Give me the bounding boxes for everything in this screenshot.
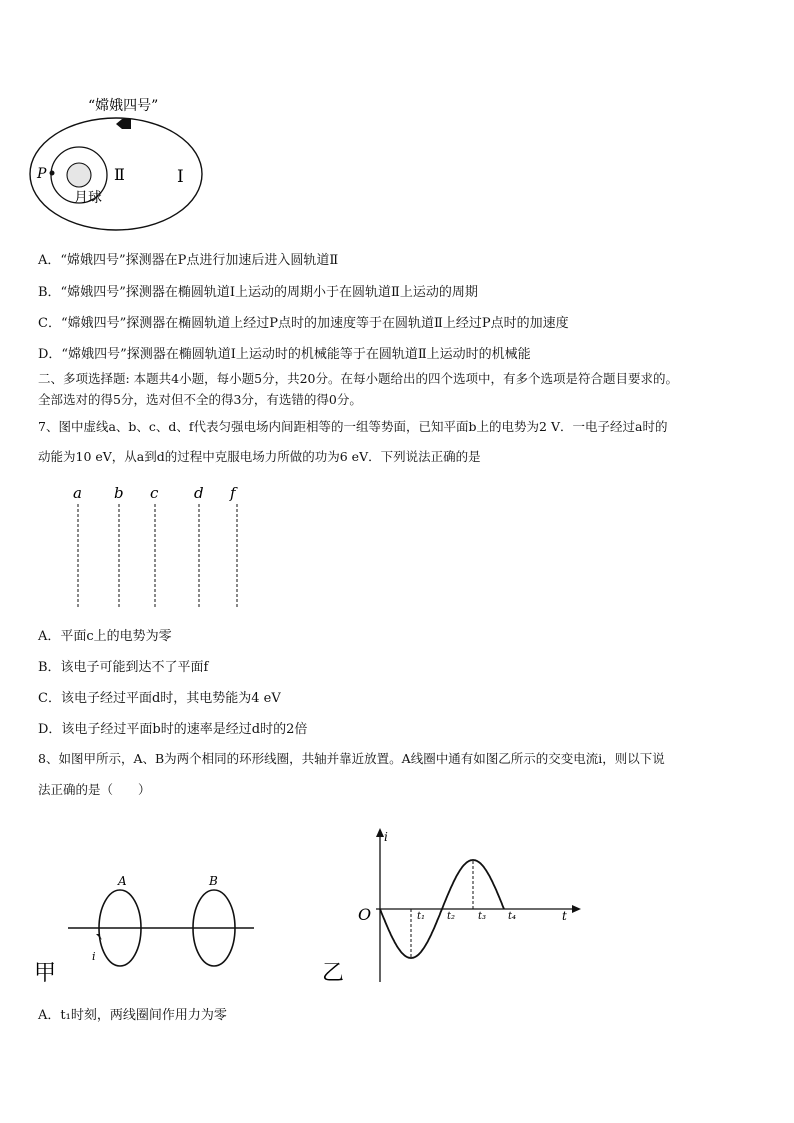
x-axis-label: t	[562, 909, 567, 923]
coil-b-label: B	[209, 874, 218, 888]
orbit-figure	[28, 90, 218, 240]
q6-option-b: B．“嫦娥四号”探测器在椭圆轨道Ⅰ上运动的周期小于在圆轨道Ⅱ上运动的周期	[38, 285, 478, 300]
point-p-label: P	[37, 166, 47, 182]
section2-line2: 全部选对的得5分，选对但不全的得3分，有选错的得0分。	[38, 392, 362, 407]
plane-a-label: a	[73, 484, 82, 502]
coil-a-label: A	[118, 874, 127, 888]
y-axis-arrow-icon	[376, 828, 384, 837]
q6-option-d: D．“嫦娥四号”探测器在椭圆轨道Ⅰ上运动时的机械能等于在圆轨道Ⅱ上运动时的机械能	[38, 347, 531, 362]
plane-c	[150, 484, 159, 608]
x-tick-label-t4: t₄	[508, 911, 517, 922]
origin-label: O	[358, 905, 372, 924]
x-tick-labels	[417, 911, 516, 922]
y-axis-label: i	[384, 830, 388, 844]
point-p-dot	[50, 171, 55, 176]
plane-a	[73, 484, 82, 608]
figure-yi-caption: 乙	[322, 961, 345, 986]
plane-b-label: b	[114, 484, 124, 502]
plane-f-label: f	[230, 484, 236, 502]
q7-option-a: A．平面c上的电势为零	[38, 629, 172, 644]
probe-label: “嫦娥四号”	[88, 98, 159, 114]
q6-option-a: A．“嫦娥四号”探测器在P点进行加速后进入圆轨道Ⅱ	[38, 253, 339, 268]
section2-line1: 二、多项选择题: 本题共4小题，每小题5分，共20分。在每小题给出的四个选项中，有多个选项是符合题目要求的。	[38, 371, 678, 386]
probe-icon	[116, 119, 131, 129]
q7-option-b: B．该电子可能到达不了平面f	[38, 660, 209, 675]
plane-b	[114, 484, 124, 608]
plane-d	[194, 484, 204, 608]
q8-stem-line1: 8、如图甲所示，A、B为两个相同的环形线圈，共轴并靠近放置。A线圈中通有如图乙所示的交变电流i，则以下说	[38, 751, 665, 766]
x-tick-label-t2: t₂	[447, 911, 456, 922]
q8-option-a: A．t₁时刻，两线圈间作用力为零	[38, 1008, 227, 1023]
q7-option-c: C．该电子经过平面d时，其电势能为4 eV	[38, 691, 281, 706]
plane-d-label: d	[194, 484, 204, 502]
plane-f	[229, 484, 238, 608]
x-tick-label-t3: t₃	[478, 911, 487, 922]
q8-stem-line2: 法正确的是（ ）	[38, 782, 151, 797]
moon-circle	[67, 163, 91, 187]
q6-option-c: C．“嫦娥四号”探测器在椭圆轨道上经过P点时的加速度等于在圆轨道Ⅱ上经过P点时的加速度	[38, 316, 569, 331]
figure-jia-coils	[32, 868, 272, 986]
x-tick-label-t1: t₁	[417, 911, 426, 922]
equipotential-planes-figure	[60, 480, 260, 615]
figure-jia-caption: 甲	[34, 961, 57, 986]
moon-label: 月球	[74, 190, 102, 206]
plane-c-label: c	[150, 484, 159, 502]
q7-stem-line1: 7、图中虚线a、b、c、d、f代表匀强电场内间距相等的一组等势面，已知平面b上的电势为2 V．一电子经过a时的	[38, 419, 668, 434]
q7-stem-line2: 动能为10 eV，从a到d的过程中克服电场力所做的功为6 eV．下列说法正确的是	[38, 449, 481, 464]
current-arrow-icon	[96, 934, 102, 940]
q7-option-d: D．该电子经过平面b时的速率是经过d时的2倍	[38, 722, 308, 737]
current-label: i	[92, 950, 96, 963]
orbit-two-label: Ⅱ	[114, 165, 125, 184]
figure-yi-current-graph	[318, 820, 588, 990]
x-axis-arrow-icon	[572, 905, 581, 913]
orbit-one-label: Ⅰ	[177, 167, 184, 187]
